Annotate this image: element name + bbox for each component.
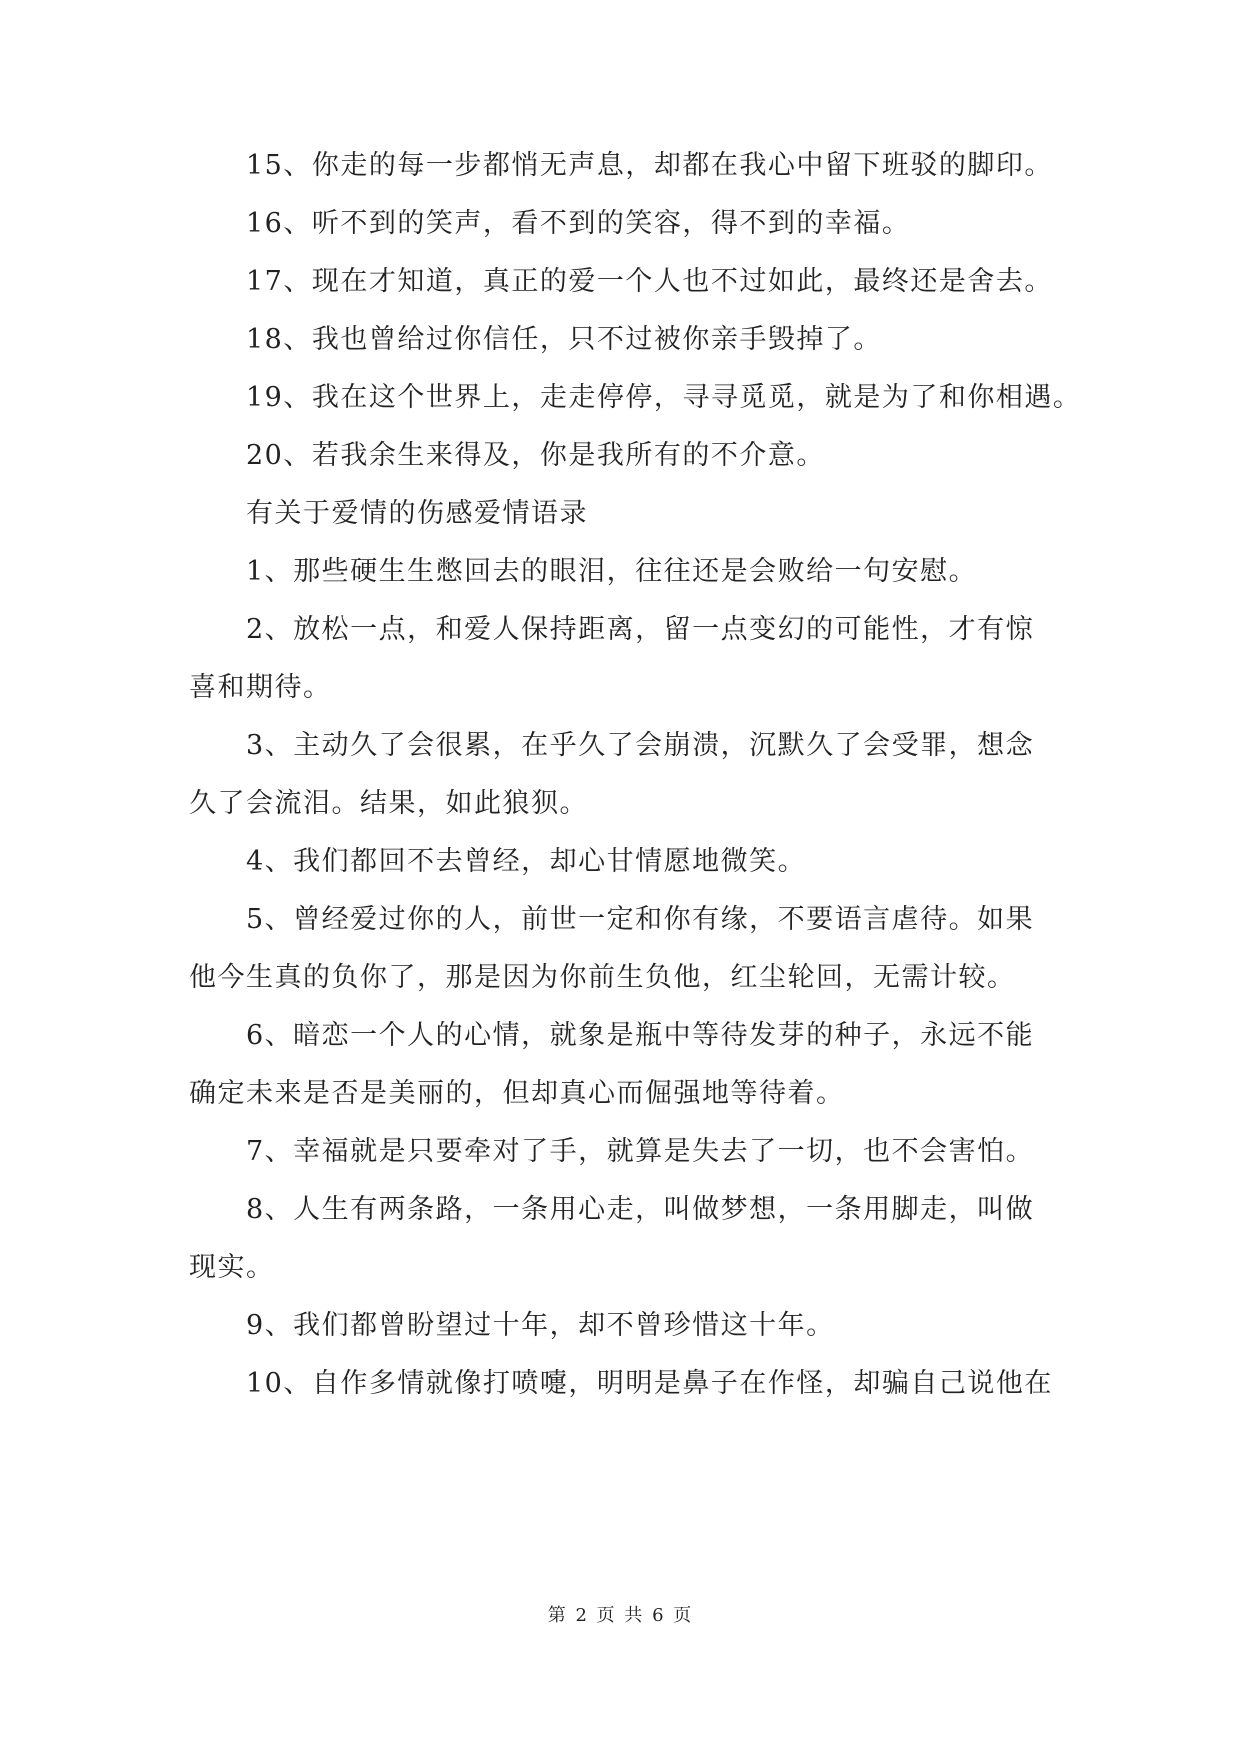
quote-5-continued: 他今生真的负你了，那是因为你前生负他，红尘轮回，无需计较。 bbox=[189, 962, 1016, 993]
quote-5: 5、曾经爱过你的人，前世一定和你有缘，不要语言虐待。如果 bbox=[246, 904, 1035, 935]
quote-9: 9、我们都曾盼望过十年，却不曾珍惜这十年。 bbox=[246, 1310, 835, 1341]
quote-15: 15、你走的每一步都悄无声息，却都在我心中留下班驳的脚印。 bbox=[246, 150, 1053, 181]
quote-2: 2、放松一点，和爱人保持距离，留一点变幻的可能性，才有惊 bbox=[246, 614, 1035, 645]
quote-4: 4、我们都回不去曾经，却心甘情愿地微笑。 bbox=[246, 846, 807, 877]
quote-20: 20、若我余生来得及，你是我所有的不介意。 bbox=[246, 440, 825, 471]
quote-19: 19、我在这个世界上，走走停停，寻寻觅觅，就是为了和你相遇。 bbox=[246, 382, 1082, 413]
quote-17: 17、现在才知道，真正的爱一个人也不过如此，最终还是舍去。 bbox=[246, 266, 1053, 297]
quote-7: 7、幸福就是只要牵对了手，就算是失去了一切，也不会害怕。 bbox=[246, 1136, 1035, 1167]
quote-2-continued: 喜和期待。 bbox=[189, 672, 332, 703]
quote-10: 10、自作多情就像打喷嚏，明明是鼻子在作怪，却骗自己说他在 bbox=[246, 1368, 1053, 1399]
quote-8: 8、人生有两条路，一条用心走，叫做梦想，一条用脚走，叫做 bbox=[246, 1194, 1035, 1225]
quote-6: 6、暗恋一个人的心情，就象是瓶中等待发芽的种子，永远不能 bbox=[246, 1020, 1035, 1051]
section-heading: 有关于爱情的伤感爱情语录 bbox=[246, 498, 588, 529]
quote-16: 16、听不到的笑声，看不到的笑容，得不到的幸福。 bbox=[246, 208, 911, 239]
quote-3-continued: 久了会流泪。结果，如此狼狈。 bbox=[189, 788, 588, 819]
page-footer: 第 2 页 共 6 页 bbox=[547, 1605, 694, 1626]
quote-6-continued: 确定未来是否是美丽的，但却真心而倔强地等待着。 bbox=[189, 1078, 845, 1109]
quote-1: 1、那些硬生生憋回去的眼泪，往往还是会败给一句安慰。 bbox=[246, 556, 978, 587]
quote-8-continued: 现实。 bbox=[189, 1252, 275, 1283]
quote-18: 18、我也曾给过你信任，只不过被你亲手毁掉了。 bbox=[246, 324, 882, 355]
quote-3: 3、主动久了会很累，在乎久了会崩溃，沉默久了会受罪，想念 bbox=[246, 730, 1035, 761]
